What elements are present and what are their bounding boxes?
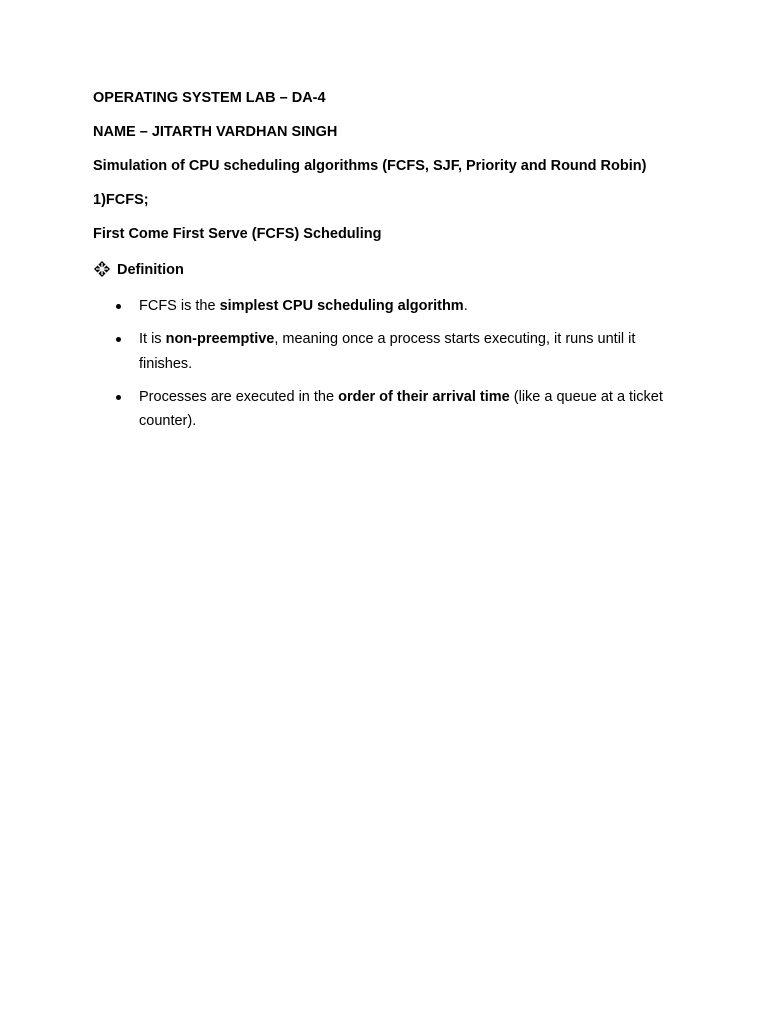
diamond-icon — [93, 260, 111, 278]
list-item-text — [139, 385, 675, 434]
bullet-icon — [116, 395, 121, 400]
bullet-text-plain: (like a queue at a ticket counter). — [139, 388, 663, 429]
bullet-text-bold: non-preemptive — [165, 331, 275, 347]
bullet-text-bold: simplest CPU scheduling algorithm — [219, 298, 464, 314]
list-item-text — [139, 327, 675, 376]
list-item — [115, 327, 675, 376]
section-number: 1)FCFS; — [93, 192, 149, 208]
assignment-subject: Simulation of CPU scheduling algorithms (FCFS, SJF, Priority and Round Robin) — [93, 158, 647, 174]
bullet-text-plain: Processes are executed in the — [139, 388, 339, 405]
definition-list — [115, 294, 675, 442]
bullet-icon — [116, 304, 121, 309]
lab-title: OPERATING SYSTEM LAB – DA-4 — [93, 90, 326, 106]
list-item-text — [139, 294, 675, 319]
bullet-icon — [116, 337, 121, 342]
section-title: First Come First Serve (FCFS) Scheduling — [93, 226, 382, 242]
bullet-text-plain: . — [463, 298, 468, 314]
definition-heading: Definition — [117, 262, 184, 278]
bullet-text-plain: It is — [139, 331, 166, 347]
definition-heading-row — [93, 260, 184, 279]
bullet-text-bold: order of their arrival time — [338, 388, 510, 405]
list-item — [115, 294, 675, 319]
list-item — [115, 385, 675, 434]
bullet-text-plain: FCFS is the — [139, 298, 220, 314]
bullet-text-plain: , meaning once a process starts executing, it runs until it finishes. — [139, 331, 636, 372]
student-name: NAME – JITARTH VARDHAN SINGH — [93, 124, 338, 140]
